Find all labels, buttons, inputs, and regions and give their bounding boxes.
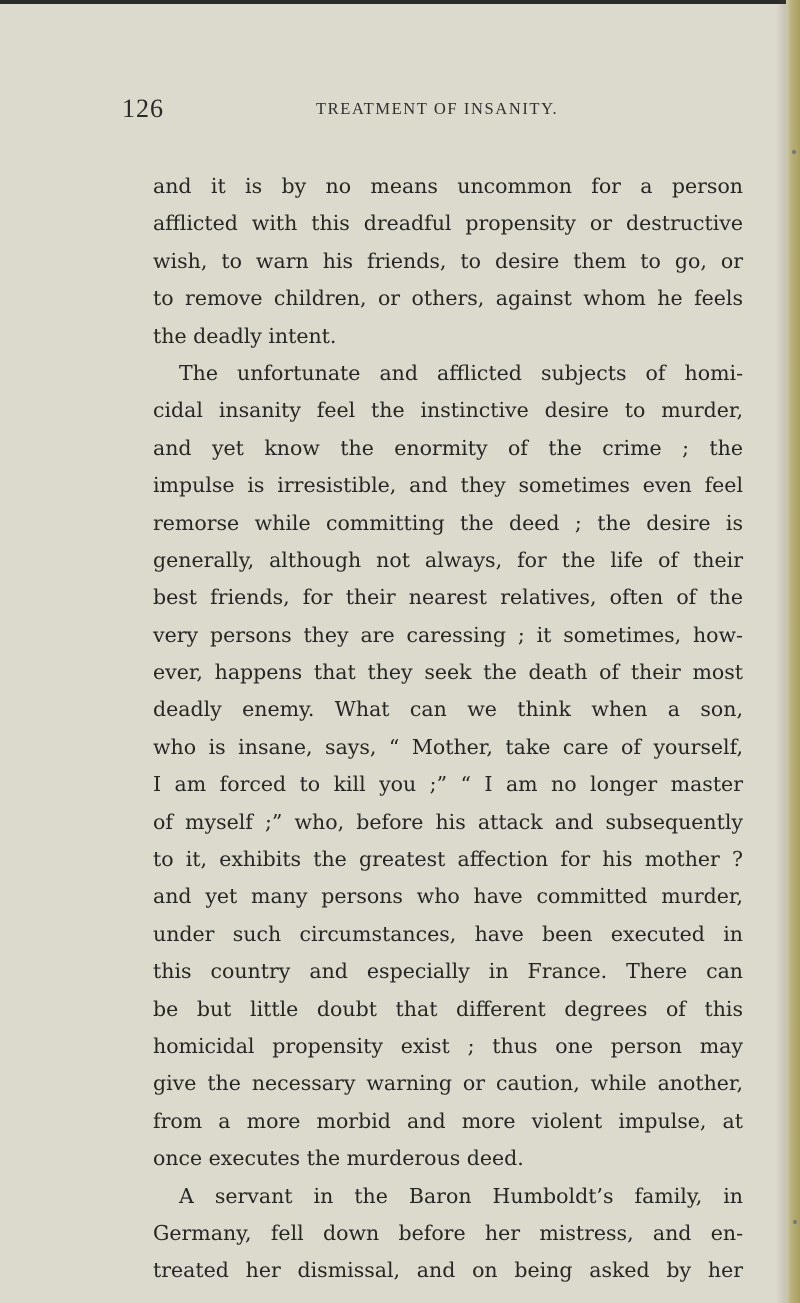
top-edge-rule bbox=[0, 0, 800, 4]
margin-speck bbox=[793, 1220, 797, 1224]
text-line: to remove children, or others, against whom he feels bbox=[153, 286, 743, 311]
text-line: the deadly intent. bbox=[153, 323, 337, 348]
text-line: homicidal propensity exist ; thus one person may bbox=[153, 1033, 743, 1058]
text-line: Germany, fell down before her mistress, and en- bbox=[153, 1220, 743, 1245]
text-line: to it, exhibits the greatest affection for his mother ? bbox=[153, 847, 743, 872]
text-line: very persons they are caressing ; it sometimes, how- bbox=[153, 622, 743, 647]
text-line: once executes the murderous deed. bbox=[153, 1146, 524, 1171]
text-line: of myself ;” who, before his attack and subsequently bbox=[153, 809, 743, 834]
text-line: and yet many persons who have committed murder, bbox=[153, 884, 743, 909]
text-line: give the necessary warning or caution, while another, bbox=[153, 1071, 743, 1096]
text-line: wish, to warn his friends, to desire them to go, or bbox=[153, 248, 743, 273]
page-header bbox=[122, 94, 742, 128]
body-text bbox=[153, 168, 743, 1290]
page-edge bbox=[786, 0, 800, 1303]
text-line: who is insane, says, “ Mother, take care of yourself, bbox=[153, 734, 743, 759]
text-line: be but little doubt that different degrees of this bbox=[153, 996, 743, 1021]
text-line: afflicted with this dreadful propensity or destructive bbox=[153, 211, 743, 236]
running-head: TREATMENT OF INSANITY. bbox=[316, 99, 559, 118]
text-line: ever, happens that they seek the death of their most bbox=[153, 660, 743, 685]
text-line: cidal insanity feel the instinctive desire to murder, bbox=[153, 398, 743, 423]
text-line: best friends, for their nearest relatives, often of the bbox=[153, 585, 743, 610]
text-line: treated her dismissal, and on being asked by her bbox=[153, 1258, 743, 1283]
text-line: impulse is irresistible, and they sometimes even feel bbox=[153, 473, 743, 498]
text-line: remorse while committing the deed ; the desire is bbox=[153, 510, 743, 535]
text-line: I am forced to kill you ;” “ I am no longer master bbox=[153, 772, 743, 797]
text-line: deadly enemy. What can we think when a son, bbox=[153, 697, 743, 722]
text-line: under such circumstances, have been executed in bbox=[153, 921, 743, 946]
text-line: A servant in the Baron Humboldt’s family, in bbox=[179, 1183, 743, 1208]
margin-speck bbox=[792, 150, 796, 154]
text-line: The unfortunate and afflicted subjects of homi- bbox=[179, 360, 743, 385]
text-line: generally, although not always, for the life of their bbox=[153, 547, 743, 572]
binding-shadow bbox=[776, 0, 786, 1303]
text-line: and it is by no means uncommon for a person bbox=[153, 174, 743, 198]
text-line: from a more morbid and more violent impulse, at bbox=[153, 1108, 743, 1133]
text-line: this country and especially in France. There can bbox=[153, 959, 743, 984]
text-line: and yet know the enormity of the crime ; the bbox=[153, 435, 743, 460]
page-number: 126 bbox=[122, 94, 164, 123]
